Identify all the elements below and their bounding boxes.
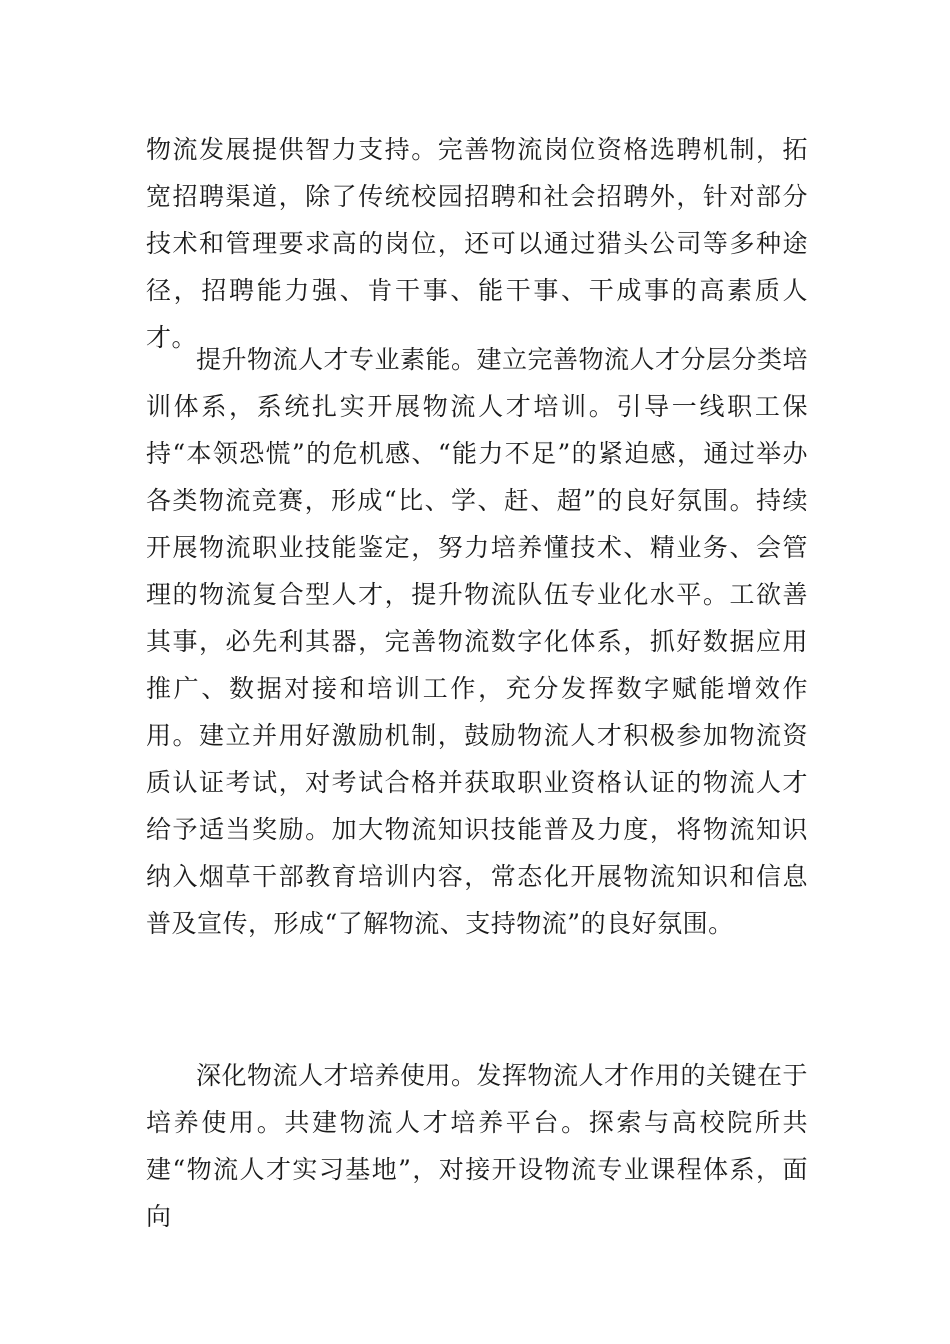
paragraph-professional-competence: 提升物流人才专业素能。建立完善物流人才分层分类培训体系，系统扎实开展物流人才培训。引导一线职工保持“本领恐慌”的危机感、“能力不足”的紧迫感，通过举办各类物流竞赛，形成“比、学、赶、超”的良好氛围。持续开展物流职业技能鉴定，努力培养懂技术、精业务、会管理的物流复合型人才，提升物流队伍专业化水平。工欲善其事，必先利其器，完善物流数字化体系，抓好数据应用推广、数据对接和培训工作，充分发挥数字赋能增效作用。建立并用好激励机制，鼓励物流人才积极参加物流资质认证考试，对考试合格并获取职业资格认证的物流人才给予适当奖励。加大物流知识技能普及力度，将物流知识纳入烟草干部教育培训内容，常态化开展物流知识和信息普及宣传，形成“了解物流、支持物流”的良好氛围。 <box>146 345 809 938</box>
paragraph-talent-recruitment: 物流发展提供智力支持。完善物流岗位资格选聘机制，拓宽招聘渠道，除了传统校园招聘和社会招聘外，针对部分技术和管理要求高的岗位，还可以通过猎头公司等多种途径，招聘能力强、肯干事、能干事、干成事的高素质人才。 <box>146 135 808 352</box>
paragraph-cultivation-and-use: 深化物流人才培养使用。发挥物流人才作用的关键在于培养使用。共建物流人才培养平台。探索与高校院所共建“物流人才实习基地”，对接开设物流专业课程体系，面向 <box>146 1061 809 1231</box>
